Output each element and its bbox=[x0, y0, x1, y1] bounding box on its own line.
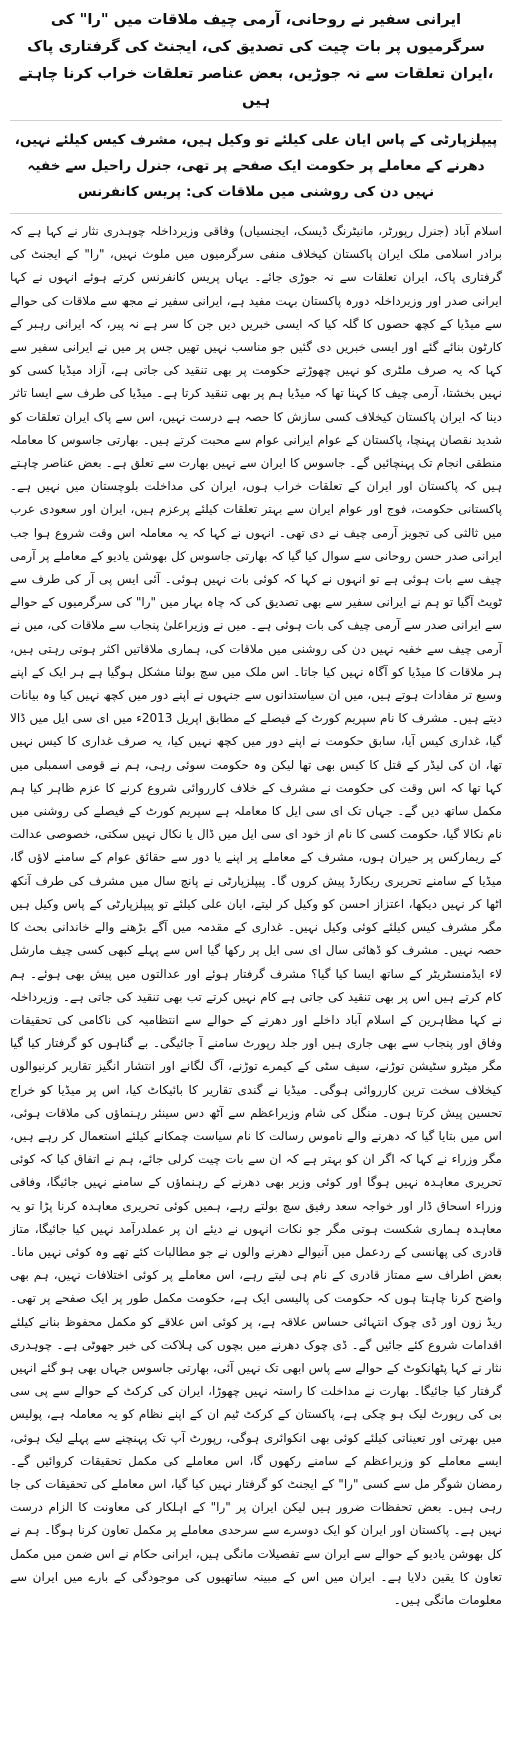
divider bbox=[10, 213, 502, 214]
article-body: اسلام آباد (جنرل رپورٹر، مانیٹرنگ ڈیسک، ایجنسیاں) وفاقی وزیرداخلہ چوہدری نثار نے کہا ہے کہ برادر اسلامی ملک ایران پاکستان کیخلاف منفی سرگرمیوں میں ملوث نہیں، "را" کے ایجنٹ کی گرفتاری پاک، ایران تعلقات سے نہ جوڑی جائے۔ یہاں پریس کانفرنس کرتے ہوئے انہوں نے کہا ایرانی صدر اور وزیرداخلہ دورہ پاکستان بہت مفید ہے، ایرانی سفیر نے مجھ سے ملاقات کی حوالے سے میڈیا کے کچھ حصوں کا گلہ کیا کہ ایسی خبریں دیں جن کا سر ہے نہ پیر، کہ ایرانی رہبر کے کارٹون بنائے گئے اور ایسی خبریں دی گئیں جو مناسب نہیں تھیں جس پر میں نے ایرانی سفیر سے کہا کہ یہ صرف ملٹری کو نہیں چھوڑتے حکومت پر بھی تنقید کی جاتی ہے، آزاد میڈیا کسی کو نہیں بخشتا، آرمی چیف کا کہنا تھا کہ میڈیا ہم پر بھی تنقید کرتا ہے۔ میڈیا کی طرف سے ایسا تاثر دینا کہ ایران پاکستان کیخلاف کسی سازش کا حصہ ہے درست نہیں، اس سے پاک ایران تعلقات کو شدید نقصان پہنچا، پاکستان کے عوام ایرانی عوام سے محبت کرتے ہیں۔ بھارتی جاسوس کا معاملہ منطقی انجام تک پہنچائیں گے۔ جاسوس کا ایران سے نہیں بھارت سے تعلق ہے۔ بعض عناصر چاہتے ہیں کہ پاکستان اور ایران کے تعلقات خراب ہوں، ایران کی مداخلت بلوچستان میں نہیں ہے۔ پاکستانی حکومت، فوج اور عوام ایران سے بہتر تعلقات کیلئے پرعزم ہیں، ایران اور سعودی عرب میں ثالثی کی تجویز آرمی چیف نے دی تھی۔ انہوں نے کہا کہ یہ معاملہ اس وقت شروع ہوا جب ایرانی صدر حسن روحانی سے سوال کیا گیا کہ بھارتی جاسوس کل بھوشن یادیو کے معاملے پر آرمی چیف سے بات ہوئی ہے تو انہوں نے کہا کہ کوئی بات نہیں ہوئی۔ آئی ایس پی آر کی طرف سے ٹویٹ آگیا تو ہم نے ایرانی سفیر سے بھی تصدیق کی کہ چاہ بہار میں "را" کی سرگرمیوں کے حوالے سے ایرانی صدر سے آرمی چیف کی بات ہوئی ہے۔ میں نے وزیراعلیٰ پنجاب سے ملاقات کی، میں نے آرمی چیف سے خفیہ نہیں دن کی روشنی میں ملاقات کی، ہماری ملاقاتیں اکثر ہوتی رہتی ہیں، ہر ملاقات کا میڈیا کو آگاہ نہیں کیا جاتا۔ اس ملک میں سچ بولنا مشکل ہوگیا ہے ہر ایک کے اپنے وسیع تر مفادات ہوتے ہیں، میں ان سیاستدانوں سے جنہوں نے اپنے دور میں کچھ نہیں کیا وہ بیانات دیتے ہیں۔ مشرف کا نام سپریم کورٹ کے فیصلے کے مطابق اپریل 2013ء میں ای سی ایل میں ڈالا گیا، غداری کیس آیا، سابق حکومت نے اپنے دور میں کچھ نہیں کیا، یہ صرف غداری کا کیس نہیں تھا، ان کی لیڈر کے قتل کا کیس بھی تھا لیکن وہ حکومت سوئی رہی، ہم نے قومی اسمبلی میں کہا تھا کہ اس وقت کی حکومت نے مشرف کے خلاف کارروائی شروع کرنے کا عزم ظاہر کیا ہم مکمل ساتھ دیں گے۔ جہاں تک ای سی ایل کا معاملہ ہے سپریم کورٹ کے فیصلے کی روشنی میں نام نکالا گیا، حکومت کسی کا نام از خود ای سی ایل میں ڈال یا نکال نہیں سکتی، خصوصی عدالت کے ریمارکس پر حیران ہوں، مشرف کے معاملے پر اپنے یا دور سے حقائق عوام کے سامنے لاؤں گا، میڈیا کے سامنے تحریری ریکارڈ پیش کروں گا۔ پیپلزپارٹی نے پانچ سال میں مشرف کی طرف آنکھ اٹھا کر نہیں دیکھا، اعتزاز احسن کو وکیل کر لیتے، ایان علی کیلئے تو پیپلزپارٹی کے پاس وکیل ہیں مگر مشرف کیس کیلئے کوئی وکیل نہیں۔ غداری کے مقدمہ میں آگے بڑھنے والے خاندانی بحث کا حصہ نہیں۔ مشرف کو ڈھائی سال ای سی ایل پر رکھا گیا اس سے پہلے کبھی کسی چیف مارشل لاء ایڈمنسٹریٹر کے ساتھ ایسا کیا گیا؟ مشرف گرفتار ہوئے اور عدالتوں میں پیش بھی ہوئے۔ ہم کام کرتے ہیں اس پر بھی تنقید کی جاتی ہے کام نہیں کرتے تب بھی تنقید کی جاتی ہے۔ وزیرداخلہ نے کہا مظاہرین کے اسلام آباد داخلے اور دھرنے کے حوالے سے انتظامیہ کی ناکامی کی تحقیقات وفاق اور پنجاب سے بھی جاری ہیں اور جلد رپورٹ سامنے آ جائیگی۔ بے گناہوں کو گرفتار کیا گیا مگر میٹرو سٹیشن توڑنے، سیف سٹی کے کیمرے توڑنے، آگ لگانے اور انتشار انگیز تقاریر کرنیوالوں کیخلاف سخت ترین کارروائی ہوگی۔ میڈیا نے گندی تقاریر کا بائیکاٹ کیا، اس پر میڈیا کو خراج تحسین پیش کرتا ہوں۔ منگل کی شام وزیراعظم سے آٹھ دس سینئر رہنماؤں کی ملاقات ہوئی، اس میں بتایا گیا کہ دھرنے والے ناموس رسالت کا نام سیاست چمکانے کیلئے استعمال کر رہے ہیں، مگر وزراء نے کہا کہ اگر ان کو بہتر ہے کہ ان سے بات چیت کرلی جائے، ہم نے اتفاق کیا کہ کوئی تحریری معاہدہ نہیں ہوگا اور کوئی وزیر بھی دھرنے کے رہنماؤں کے سامنے نہیں جائیگا، وفاقی وزراء اسحاق ڈار اور خواجہ سعد رفیق سچ بولتے رہے، ہمیں کوئی تحریری معاہدہ کرنا پڑا تو یہ معاہدہ ہماری شکست ہوتی مگر جو نکات انہوں نے دیئے ان پر عملدرآمد نہیں کیا جائیگا، متاز قادری کی پھانسی کے ردعمل میں آنیوالے دھرنے والوں نے جو مطالبات کئے تھے وہ کوئی نہیں مانا۔ بعض اطراف سے ممتاز قادری کے نام ہی لیتے رہے، اس معاملے پر کوئی اختلافات نہیں، ہم بھی واضح کرنا چاہتا ہوں کہ حکومت کی پالیسی ایک ہے، حکومت مکمل طور پر ایک صفحے پر تھی۔ ریڈ زون اور ڈی چوک انتہائی حساس علاقہ ہے، پر کوئی اس علاقے کو مکمل محفوظ بنانے کیلئے اقدامات شروع کئے جائیں گے۔ ڈی چوک دھرنے میں بچوں کی ہلاکت کی خبر جھوٹی ہے۔ چوہدری نثار نے کہا پٹھانکوٹ کے حوالے سے پاس ابھی تک نہیں آئی، بھارتی جاسوس جہاں بھی ہو گئے انہیں گرفتار کیا جائیگا۔ بھارت نے مداخلت کا راستہ نہیں چھوڑا، ایران کی کرکٹ کے حوالے سے پی سی بی کی رپورٹ لیک ہو چکی ہے، پاکستان کے کرکٹ ٹیم ان کے اپنے نظام کو یہ معاملہ ہے، پولیس میں بھرتی اور تعیناتی کیلئے کوئی بھی انکوائری ہوگی، رپورٹ آپ تک پہنچنے سے پہلے لیک ہوئی، ایسے معاملے کو وزیراعظم کے سامنے رکھوں گا، اس معاملے کی مکمل تحقیقات کروائیں گے۔ رمضان شوگر مل سے کسی "را" کے ایجنٹ کو گرفتار نہیں کیا گیا، اس معاملے کی تحقیقات کی جا رہی ہیں۔ بعض تحفظات ضرور ہیں لیکن ایران پر "را" کے اہلکار کی معاونت کا الزام درست نہیں ہے۔ پاکستان اور ایران کو ایک دوسرے سے سرحدی معاملے پر مکمل تعاون کرنا ہوگا۔ ہم نے کل بھوشن یادیو کے حوالے سے ایران سے تفصیلات مانگی ہیں، ایرانی حکام نے اس ضمن میں مکمل تعاون کا یقین دلایا ہے۔ ایران میں اس کے مبینہ ساتھیوں کی موجودگی کے بارے میں ایران سے معلومات مانگی ہیں۔ bbox=[10, 224, 502, 1607]
headline: ایرانی سفیر نے روحانی، آرمی چیف ملاقات میں "را" کی سرگرمیوں پر بات چیت کی تصدیق کی، ایجنٹ کی گرفتاری پاک ،ایران تعلقات سے نہ جوڑیں، بعض عناصر تعلقات خراب کرنا چاہتے ہیں bbox=[18, 11, 494, 109]
divider bbox=[10, 120, 502, 121]
subheadline: پیپلزپارٹی کے پاس ایان علی کیلئے تو وکیل ہیں، مشرف کیس کیلئے نہیں، دھرنے کے معاملے پر حکومت ایک صفحے پر تھی، جنرل راحیل سے خفیہ نہیں دن کی روشنی میں ملاقات کی: پریس کانفرنس bbox=[14, 132, 498, 200]
